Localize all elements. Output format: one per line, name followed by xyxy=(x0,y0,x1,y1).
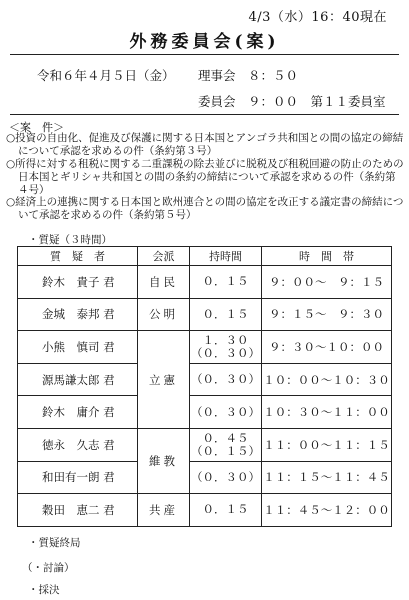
party-name: 立憲 xyxy=(138,331,190,429)
agenda-item: ○経済上の連携に関する日本国と欧州連合との間の協定を改正する議定書の締結について承認を求めるの件（条約第５号） xyxy=(6,196,404,221)
allotted-time xyxy=(190,331,262,364)
closing-step-end-of-questioning: ・質疑終局 xyxy=(28,537,81,549)
date-stamp: 4/3（水）16：40現在 xyxy=(248,10,387,25)
party-name: 共産 xyxy=(138,494,190,527)
questioner-name: 徳永 久志 君 xyxy=(18,428,138,461)
questioning-header: ・質疑（３時間） xyxy=(28,234,112,246)
table-row xyxy=(18,363,392,396)
party-name: 公明 xyxy=(138,298,190,331)
party-name: 維教 xyxy=(138,428,190,493)
allotted-time xyxy=(190,266,262,299)
time-slot: １１：００～１１：１５ xyxy=(262,428,392,461)
closing-step-vote: ・採決 xyxy=(28,584,60,596)
party-name: 自民 xyxy=(138,266,190,299)
bottom-divider xyxy=(10,114,399,115)
board-meeting-time: 理事会 ８：５０ xyxy=(198,68,299,83)
allotted-time-value: ０．１５ xyxy=(202,502,249,517)
allotted-time-sub-value: （０．１５） xyxy=(191,443,260,458)
questioner-name: 鈴木 庸介 君 xyxy=(18,396,138,429)
table-row xyxy=(18,298,392,331)
time-slot: １１：４５～１２：００ xyxy=(262,494,392,527)
allotted-time xyxy=(190,298,262,331)
questioner-name: 源馬謙太郎 君 xyxy=(18,363,138,396)
allotted-time-value: １．３０ xyxy=(202,332,249,347)
allotted-time-value: ０．１５ xyxy=(202,306,249,321)
questioner-name: 穀田 恵二 君 xyxy=(18,494,138,527)
meeting-date: 令和６年４月５日（金） xyxy=(37,68,175,83)
table-row xyxy=(18,494,392,527)
committee-meeting-time: 委員会 ９：００ 第１１委員室 xyxy=(198,94,386,109)
top-divider xyxy=(10,54,399,55)
allotted-time-sub-value: （０．３０） xyxy=(191,345,260,360)
allotted-time xyxy=(190,396,262,429)
questioner-name: 小熊 慎司 君 xyxy=(18,331,138,364)
time-slot: １０：３０～１１：００ xyxy=(262,396,392,429)
questioner-name: 金城 泰邦 君 xyxy=(18,298,138,331)
allotted-time-value: ０．４５ xyxy=(202,430,249,445)
allotted-time-value: （０．３０） xyxy=(191,372,260,387)
allotted-time xyxy=(190,494,262,527)
agenda-item: ○所得に対する租税に関する二重課税の除去並びに脱税及び租税回避の防止のための日本国とギリシャ共和国との間の条約の締結について承認を求めるの件（条約第４号） xyxy=(6,158,404,196)
time-slot: １１：１５～１１：４５ xyxy=(262,461,392,494)
table-header-row xyxy=(18,247,392,266)
allotted-time xyxy=(190,363,262,396)
column-header-time-slot: 時 間 帯 xyxy=(262,247,392,266)
table-row xyxy=(18,428,392,461)
closing-step-debate: （・討論） xyxy=(22,562,75,574)
column-header-questioner: 質 疑 者 xyxy=(18,247,138,266)
questioner-name: 鈴木 貴子 君 xyxy=(18,266,138,299)
allotted-time xyxy=(190,428,262,461)
allotted-time-value: ０．１５ xyxy=(202,274,249,289)
time-slot: ９：１５～ ９：３０ xyxy=(262,298,392,331)
allotted-time-value: （０．３０） xyxy=(191,404,260,419)
table-row xyxy=(18,396,392,429)
allotted-time-value: （０．３０） xyxy=(191,469,260,484)
questioner-name: 和田有一朗 君 xyxy=(18,461,138,494)
column-header-party: 会派 xyxy=(138,247,190,266)
time-slot: ９：３０～１０：００ xyxy=(262,331,392,364)
allotted-time xyxy=(190,461,262,494)
table-row xyxy=(18,461,392,494)
document-title: 外務委員会(案) xyxy=(129,32,280,52)
table-row xyxy=(18,331,392,364)
time-slot: ９：００～ ９：１５ xyxy=(262,266,392,299)
time-slot: １０：００～１０：３０ xyxy=(262,363,392,396)
agenda-item: ○投資の自由化、促進及び保護に関する日本国とアンゴラ共和国との間の協定の締結について承認を求めるの件（条約第３号） xyxy=(6,132,404,157)
agenda-header: ＜案 件＞ xyxy=(9,121,64,134)
questioning-schedule-table xyxy=(17,246,392,527)
table-row xyxy=(18,266,392,299)
column-header-allotted-time: 持時間 xyxy=(190,247,262,266)
